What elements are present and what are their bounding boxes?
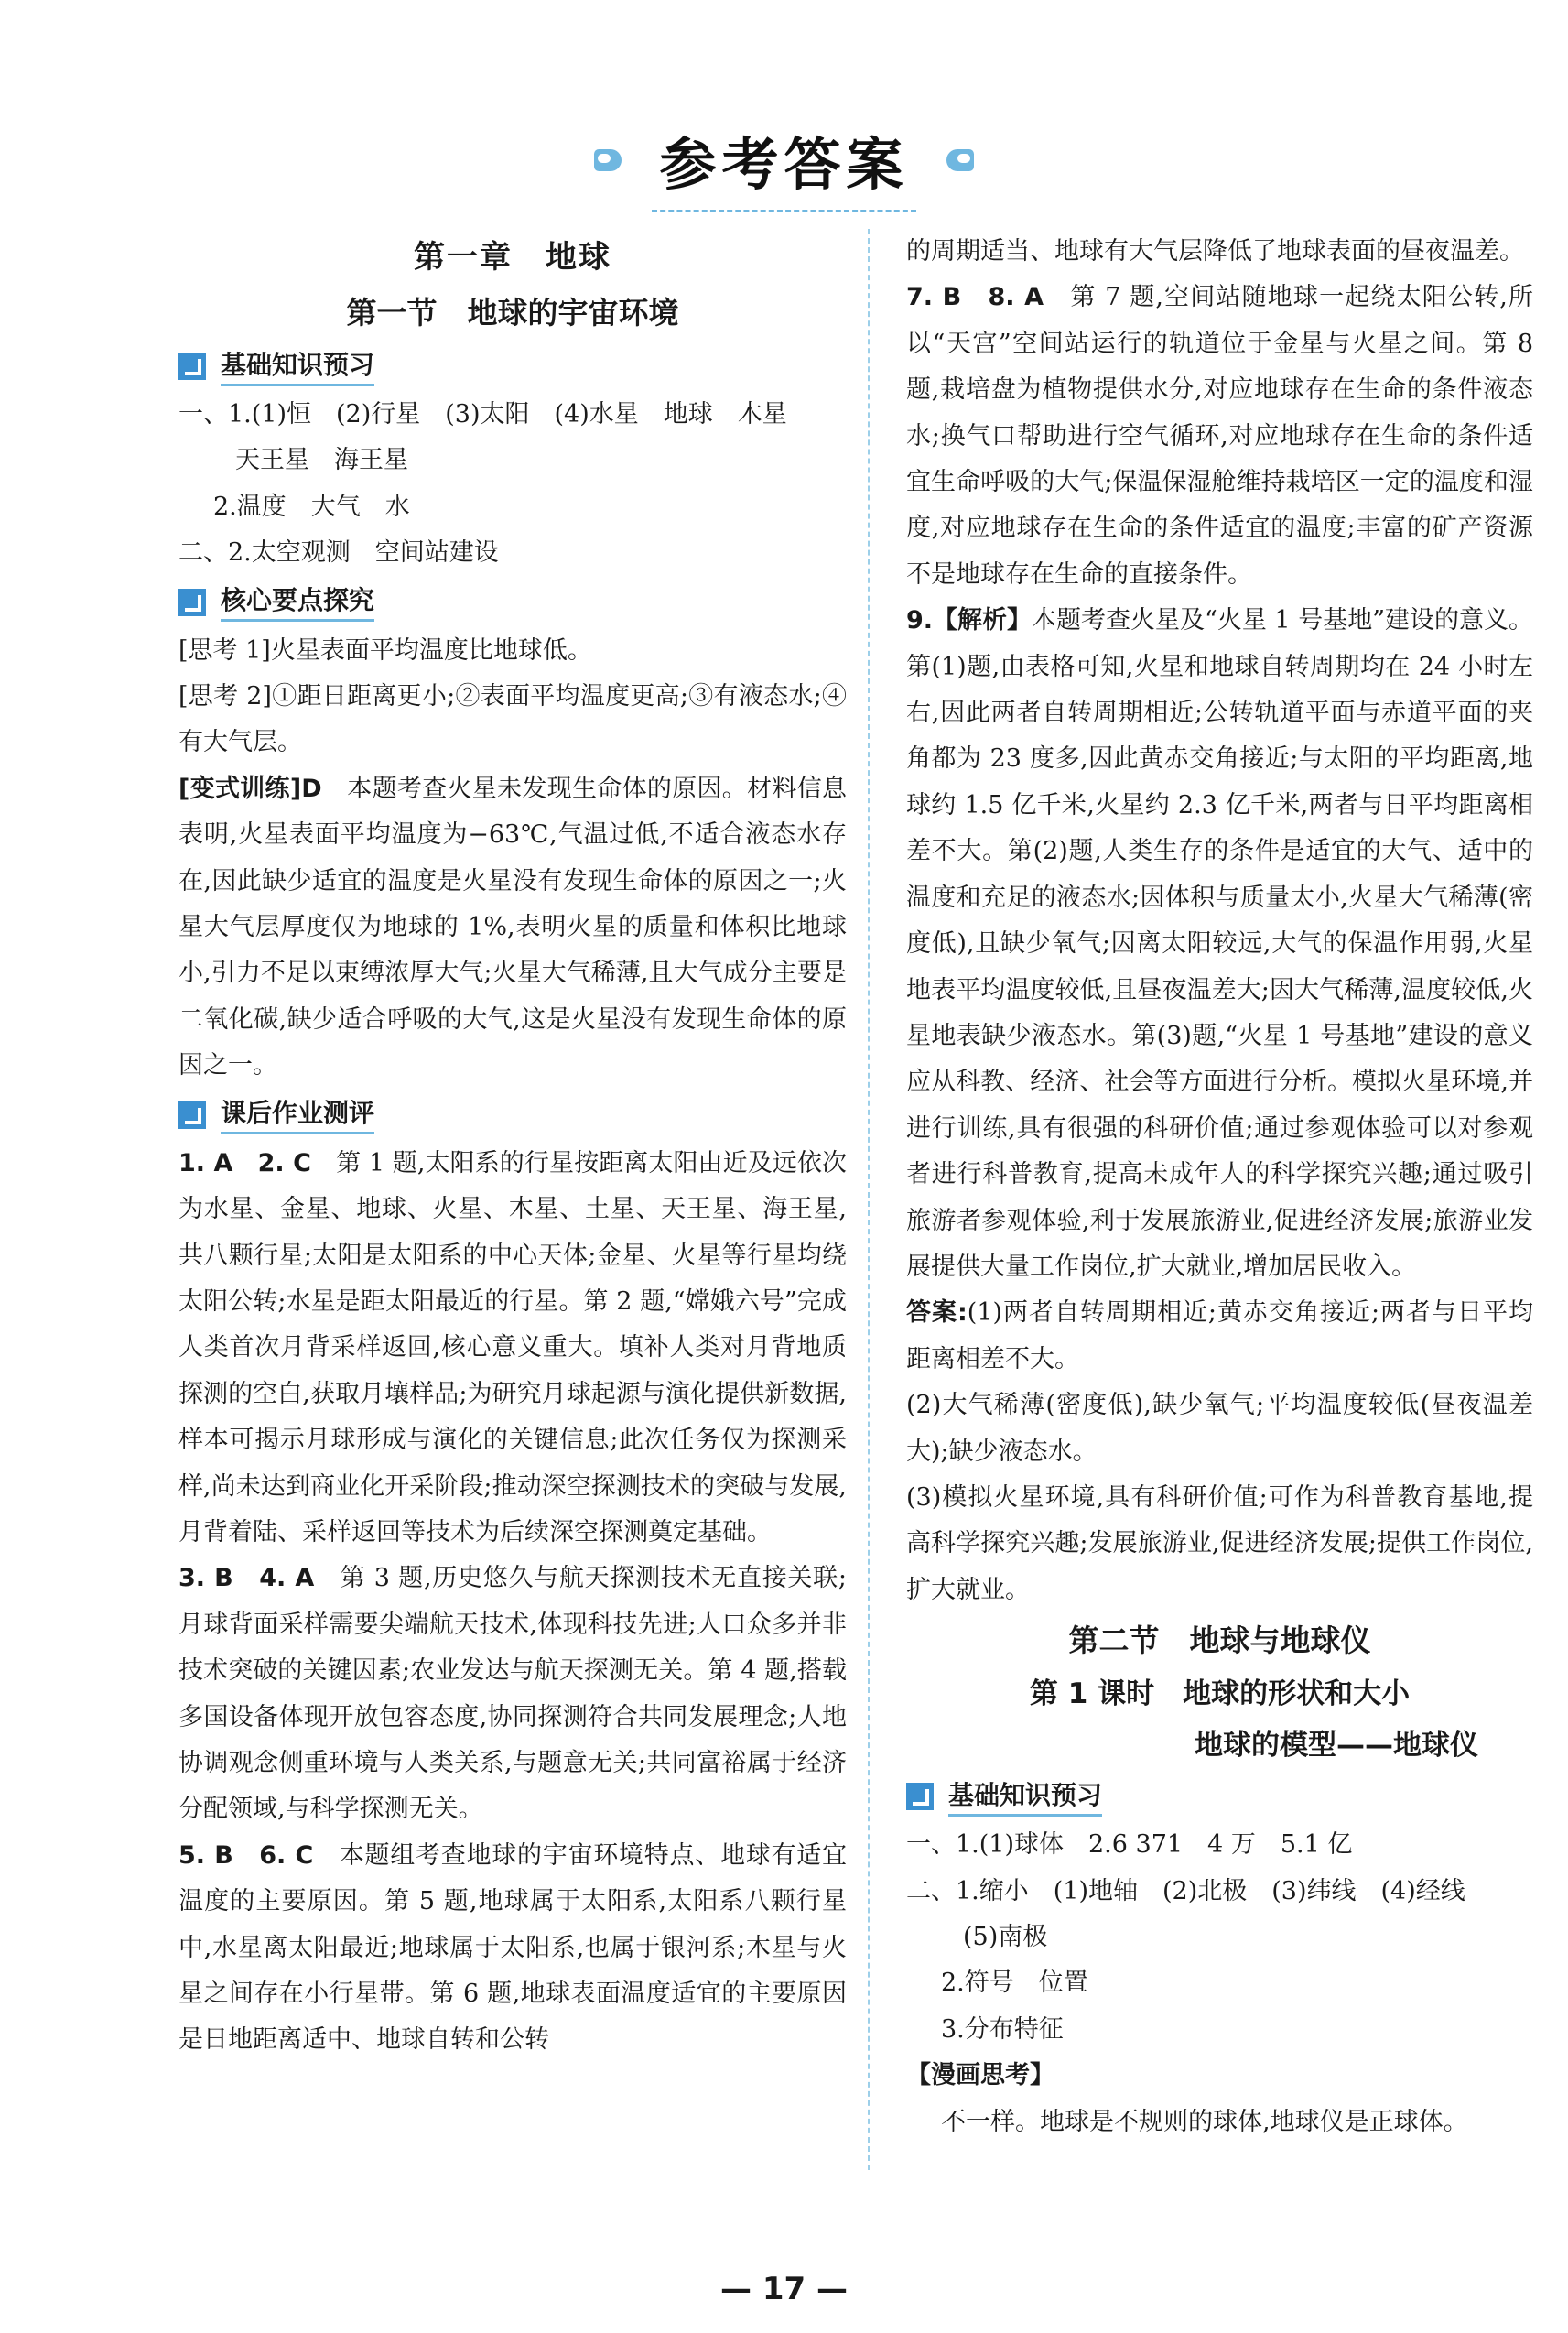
question-text: 第 1 题,太阳系的行星按距离太阳由近及远依次为水星、金星、地球、火星、木星、土星、天王星、海王星,共八颗行星;太阳是太阳系的中心天体;金星、火星等行星均绕太阳公转;水星是距太阳最近的行星。第 2 题,“嫦娥六号”完成人类首次月背采样返回,核心意义重大。填补人类对月背地质探测的空白,获取月壤样品;为研究月球起源与演化提供新数据,样本可揭示月球形成与演化的关键信息;此次任务仅为探测采样,尚未达到商业化开采阶段;推动深空探测技术的突破与发展,月背着陆、采样返回等技术为后续深空探测奠定基础。 [178,1148,847,1546]
lesson-subtitle: 地球的模型——地球仪 [1195,1729,1478,1763]
answer-paragraph [178,1833,847,2064]
answer-line: 2.温度 大气 水 [213,492,410,521]
section-heading [178,346,847,386]
pointing-hand-icon [594,149,622,171]
variant-text: 本题考查火星未发现生命体的原因。材料信息表明,火星表面平均温度为−63℃,气温过低,不适合液态水存在,因此缺少适宜的温度是火星没有发现生命体的原因之一;火星大气层厚度仅为地球的 1%,表明火星的质量和体积比地球小,引力不足以束缚浓厚大气;火星大气稀薄,且大气成分主要是二氧化碳,缺少适合呼吸的大气,这是火星没有发现生命体的原因之一。 [178,774,848,1080]
section-heading-label: 基础知识预习 [221,347,374,386]
column-divider [868,229,870,2170]
section-heading [178,1095,847,1135]
answer-paragraph: 的周期适当、地球有大气层降低了地球表面的昼夜温差。 [906,237,1524,266]
question-text: 第 3 题,历史悠久与航天探测技术无直接关联;月球背面采样需要尖端航天技术,体现科技先进;人口众多并非技术突破的关键因素;农业发达与航天探测无关。第 4 题,搭载多国设备体现开放包容态度,协同探测符合共同发展理念;人地协调观念侧重环境与人类关系,与题意无关;共同富裕属于经济分配领域,与科学探测无关。 [178,1564,847,1824]
left-column [178,229,847,2064]
arrow-corner-icon [178,589,206,616]
question-tag: 1. A 2. C [178,1148,311,1177]
section-title: 第二节 地球与地球仪 [1068,1622,1371,1659]
page-header [0,119,1568,212]
think-text: 火星表面平均温度比地球低。 [270,635,592,665]
answer-paragraph: (3)模拟火星环境,具有科研价值;可作为科普教育基地,提高科学探究兴趣;发展旅游业,促进经济发展;提供工作岗位,扩大就业。 [906,1482,1533,1604]
section-heading-label: 核心要点探究 [221,582,374,622]
answer-paragraph: (2)大气稀薄(密度低),缺少氧气;平均温度较低(昼夜温差大);缺少液态水。 [906,1391,1533,1466]
arrow-corner-icon [178,353,206,380]
question-tag: 5. B 6. C [178,1840,314,1870]
answer-paragraph [906,598,1533,1290]
answer-line: 一、1.(1)恒 (2)行星 (3)太阳 (4)水星 地球 木星 [178,400,787,429]
answer-tag: 答案: [906,1298,968,1328]
right-column [906,229,1533,2145]
answer-paragraph [178,628,847,674]
question-text: 第 7 题,空间站随地球一起绕太阳公转,所以“天宫”空间站运行的轨道位于金星与火星之间。第 8 题,栽培盘为植物提供水分,对应地球存在生命的条件液态水;换气口帮助进行空气循环,对应地球存在生命的条件适宜生命呼吸的大气;保温保湿舱维持栽培区一定的温度和湿度,对应地球存在生命的条件适宜的温度;丰富的矿产资源不是地球存在生命的直接条件。 [906,283,1533,589]
variant-tag: [变式训练]D [178,774,322,803]
answer-line: 二、2.太空观测 空间站建设 [178,538,499,568]
section-heading-label: 基础知识预习 [948,1777,1102,1817]
chapter-title: 第一章 地球 [414,239,611,276]
section-heading [178,582,847,623]
question-text: 本题考查火星及“火星 1 号基地”建设的意义。第(1)题,由表格可知,火星和地球自转周期均在 24 小时左右,因此两者自转周期相近;公转轨道平面与赤道平面的夹角都为 23 度多,因此黄赤交角接近;与太阳的平均距离,地球约 1.5 亿千米,火星约 2.3 亿千米,两者与日平均距离相差不大。第(2)题,人类生存的条件是适宜的大气、适中的温度和充足的液态水;因体积与质量太小,火星大气稀薄(密度低),且缺少氧气;因离太阳较远,大气的保温作用弱,火星地表平均温度较低,且昼夜温差大;因大气稀薄,温度较低,火星地表缺少液态水。第(3)题,“火星 1 号基地”建设的意义应从科教、经济、社会等方面进行分析。模拟火星环境,并进行训练,具有很强的科研价值;通过参观体验可以对参观者进行科普教育,提高未成年人的科学探究兴趣;通过吸引旅游者参观体验,利于发展旅游业,促进经济发展;旅游业发展提供大量工作岗位,扩大就业,增加居民收入。 [906,606,1533,1281]
question-tag: 7. B 8. A [906,283,1044,312]
answer-line: 天王星 海王星 [235,446,408,475]
answer-line: 一、1.(1)球体 2.6 371 4 万 5.1 亿 [906,1830,1353,1860]
think-text: ①距日距离更小;②表面平均温度更高;③有液态水;④有大气层。 [178,682,847,757]
answer-paragraph [178,674,847,766]
answer-paragraph [178,1556,847,1832]
arrow-corner-icon [906,1783,934,1810]
lesson-title: 第 1 课时 地球的形状和大小 [1029,1677,1411,1711]
pointing-hand-icon [946,149,974,171]
section-heading-label: 课后作业测评 [221,1095,374,1134]
section-title: 第一节 地球的宇宙环境 [346,295,679,331]
answer-line: (5)南极 [963,1923,1048,1951]
question-tag: 9.【解析】 [906,606,1033,635]
question-tag: 3. B 4. A [178,1564,315,1593]
answer-paragraph [178,1141,847,1557]
think-tag: [思考 2] [178,682,272,711]
think-tag: [思考 1] [178,635,271,665]
page-title: 参考答案 [652,119,915,212]
answer-paragraph [178,766,847,1090]
answer-paragraph [906,275,1533,598]
page-number: — 17 — [720,2271,848,2307]
comic-tag: 【漫画思考】 [906,2061,1054,2090]
arrow-corner-icon [178,1101,206,1129]
answer-text: (1)两者自转周期相近;黄赤交角接近;两者与日平均距离相差不大。 [906,1298,1533,1373]
section-heading [906,1776,1533,1817]
question-text: 本题组考查地球的宇宙环境特点、地球有适宜温度的主要原因。第 5 题,地球属于太阳系,太阳系八颗行星中,水星离太阳最近;地球属于太阳系,也属于银河系;木星与火星之间存在小行星带。第 6 题,地球表面温度适宜的主要原因是日地距离适中、地球自转和公转 [178,1840,848,2055]
answer-line: 2.符号 位置 [941,1969,1088,1998]
answer-line: 二、1.缩小 (1)地轴 (2)北极 (3)纬线 (4)经线 [906,1876,1465,1905]
answer-line: 3.分布特征 [941,2014,1064,2044]
answer-paragraph [906,1290,1533,1383]
answer-line: 不一样。地球是不规则的球体,地球仪是正球体。 [941,2107,1468,2136]
